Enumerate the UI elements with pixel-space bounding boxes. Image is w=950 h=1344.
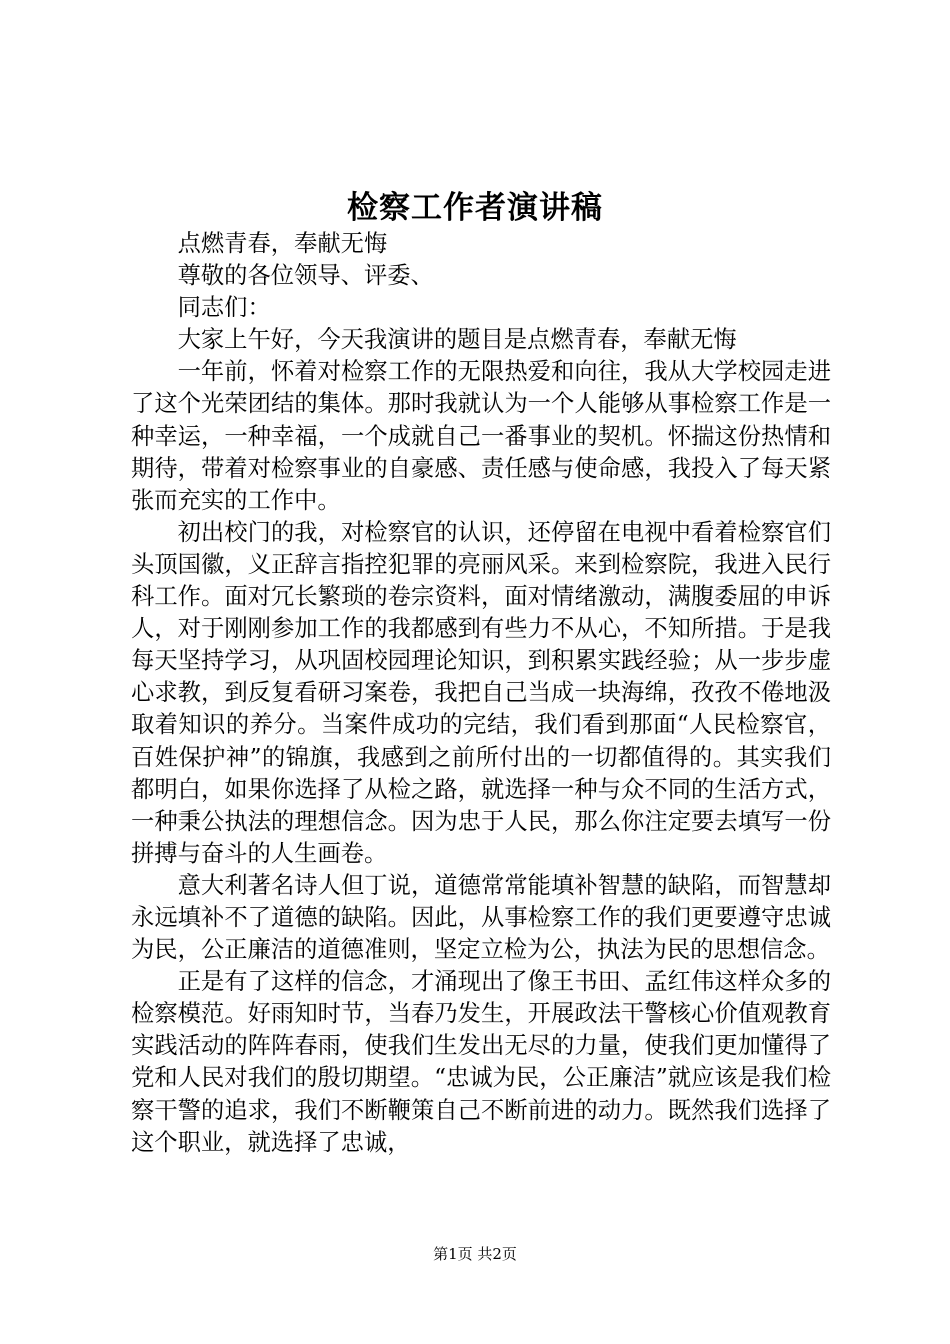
paragraph-body-3: 意大利著名诗人但丁说，道德常常能填补智慧的缺陷，而智慧却永远填补不了道德的缺陷。因此，从事检察工作的我们更要遵守忠诚为民，公正廉洁的道德准则，坚定立检为公，执法为民的思想信念。: [131, 871, 831, 964]
document-title: 检察工作者演讲稿: [347, 190, 603, 226]
paragraph-salutation: 尊敬的各位领导、评委、: [177, 262, 434, 290]
paragraph-body-1: 一年前，怀着对检察工作的无限热爱和向往，我从大学校园走进了这个光荣团结的集体。那时我就认为一个人能够从事检察工作是一种幸运，一种幸福，一个成就自己一番事业的契机。怀揣这份热情和期待，带着对检察事业的自豪感、责任感与使命感，我投入了每天紧张而充实的工作中。: [131, 358, 831, 514]
paragraph-salutation-2: 同志们：: [177, 294, 271, 322]
paragraph-subtitle: 点燃青春，奉献无悔: [177, 230, 388, 257]
paragraph-body-4: 正是有了这样的信念，才涌现出了像王书田、孟红伟这样众多的检察模范。好雨知时节，当春乃发生，开展政法干警核心价值观教育实践活动的阵阵春雨，使我们生发出无尽的力量，使我们更加懂得了党和人民对我们的殷切期望。“忠诚为民，公正廉洁”就应该是我们检察干警的追求，我们不断鞭策自己不断前进的动力。既然我们选择了这个职业，就选择了忠诚，: [131, 968, 831, 1156]
paragraph-greeting: 大家上午好，今天我演讲的题目是点燃青春，奉献无悔: [177, 326, 737, 354]
paragraph-body-2: 初出校门的我，对检察官的认识，还停留在电视中看着检察官们头顶国徽，义正辞言指控犯罪的亮丽风采。来到检察院，我进入民行科工作。面对冗长繁琐的卷宗资料，面对情绪激动，满腹委屈的申诉人，对于刚刚参加工作的我都感到有些力不从心，不知所措。于是我每天坚持学习，从巩固校园理论知识，到积累实践经验；从一步步虚心求教，到反复看研习案卷，我把自己当成一块海绵，孜孜不倦地汲取着知识的养分。当案件成功的完结，我们看到那面“人民检察官，百姓保护神”的锦旗，我感到之前所付出的一切都值得的。其实我们都明白，如果你选择了从检之路，就选择一种与众不同的生活方式，一种秉公执法的理想信念。因为忠于人民，那么你注定要去填写一份拼搏与奋斗的人生画卷。: [131, 518, 831, 867]
document-body: [131, 228, 831, 1159]
page-footer: 第1页 共2页: [433, 1245, 517, 1263]
